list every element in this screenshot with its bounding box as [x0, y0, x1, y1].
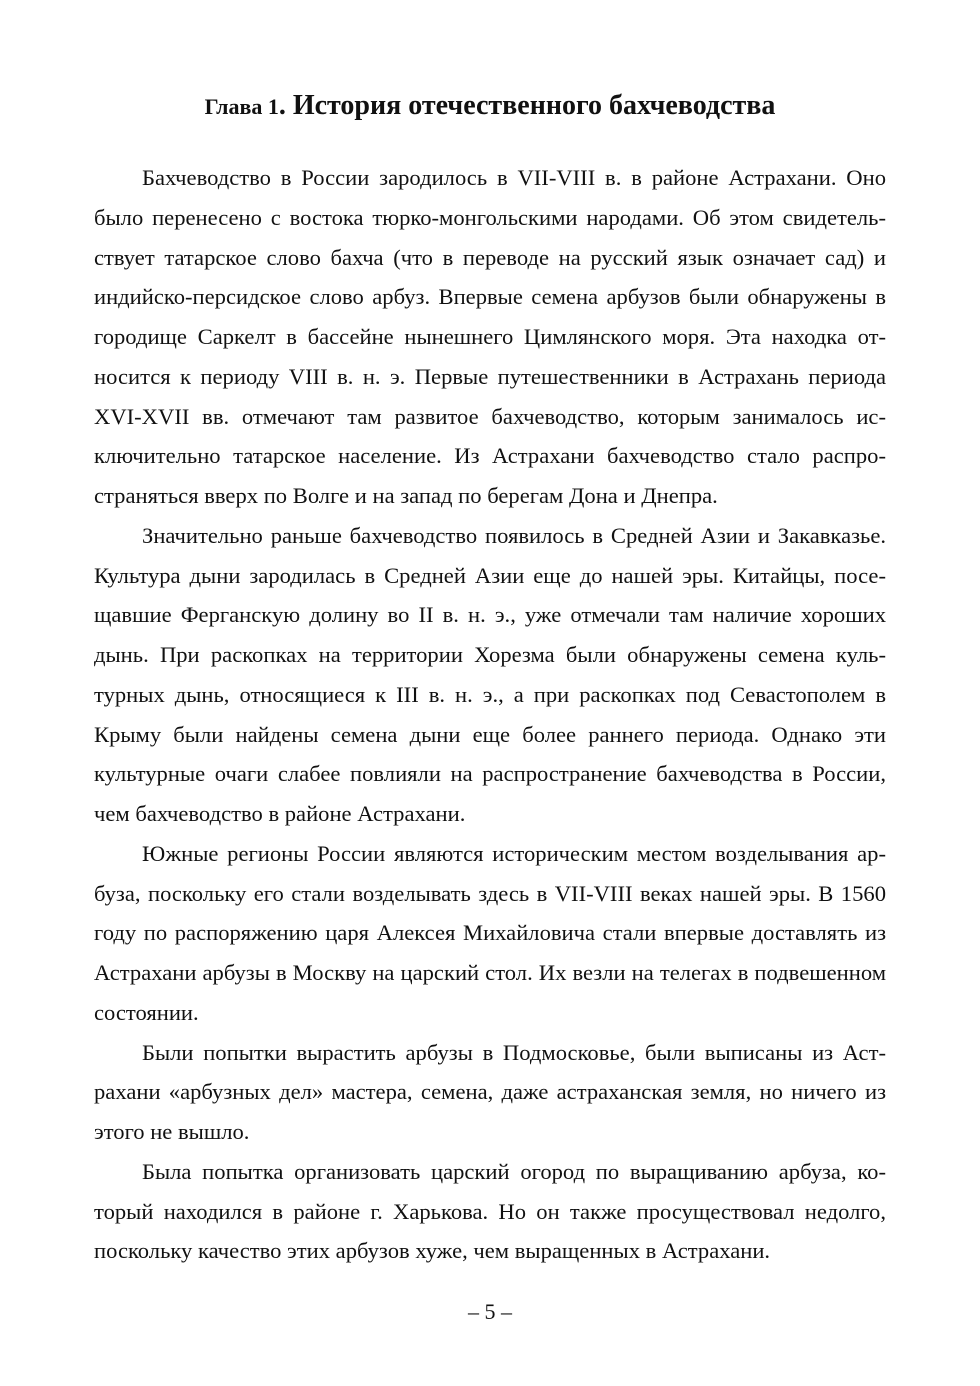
paragraph: Бахчеводство в России зародилось в VII-VIII в. в районе Астрахани. Оно было перенесено с востока тюрко-монгольскими народами. Об этом свидетельствует татарское слово бахча (что в переводе на русский язык означает сад) и индийско-персидское слово арбуз. Впервые семена арбузов были обнаружены в городище Саркелт в бассейне нынешнего Цимлянского моря. Эта находка относится к периоду VIII в. н. э. Первые путешественники в Астрахань периода XVI-XVII вв. отмечают там развитое бахчеводство, которым занималось исключительно татарское население. Из Астрахани бахчеводство стало распространяться вверх по Волге и на запад по берегам Дона и Днепра. — [94, 165, 886, 508]
body-text — [94, 158, 886, 1271]
page-number: – 5 – — [468, 1299, 512, 1324]
paragraph: Были попытки вырастить арбузы в Подмосковье, были выписаны из Астрахани «арбузных дел» мастера, семена, даже астраханская земля, но ничего из этого не вышло. — [94, 1039, 886, 1144]
paragraph: Была попытка организовать царский огород по выращиванию арбуза, который находился в районе г. Харькова. Но он также просуществовал недолго, поскольку качество этих арбузов хуже, чем выращенных в Астрахани. — [94, 1158, 886, 1264]
paragraph: Значительно раньше бахчеводство появилось в Средней Азии и Закавказье. Культура дыни зародилась в Средней Азии еще до нашей эры. Китайцы, посещавшие Ферганскую долину во II в. н. э., уже отмечали там наличие хороших дынь. При раскопках на территории Хорезма были обнаружены семена культурных дынь, относящиеся к III в. н. э., а при раскопках под Севастополем в Крыму были найдены семена дыни еще более раннего периода. Однако эти культурные очаги слабее повлияли на распространение бахчеводства в России, чем бахчеводство в районе Астрахани. — [94, 522, 886, 826]
chapter-label: Глава 1 — [204, 94, 279, 119]
chapter-heading — [94, 90, 886, 122]
chapter-title: . История отечественного бахчеводства — [278, 90, 776, 121]
paragraph: Южные регионы России являются историческим местом возделывания арбуза, поскольку его стали возделывать здесь в VII-VIII веках нашей эры. В 1560 году по распоряжению царя Алексея Михайловича стали впервые доставлять из Астрахани арбузы в Москву на царский стол. Их везли на телегах в подвешенном состоянии. — [94, 840, 886, 1025]
